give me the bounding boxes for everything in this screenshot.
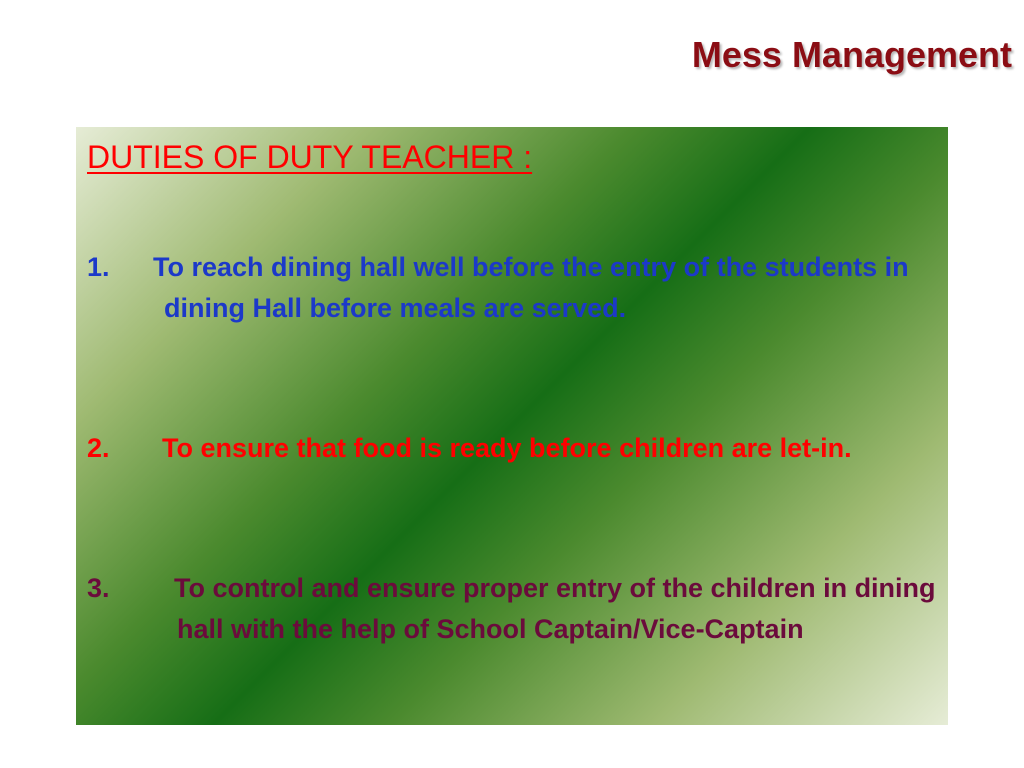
- duty-text-1: To reach dining hall well before the entry of the students in dining Hall before meals are served.: [153, 252, 909, 323]
- duty-item-2: [87, 428, 937, 469]
- duty-text-2: To ensure that food is ready before children are let-in.: [162, 433, 852, 463]
- content-box: [76, 127, 948, 725]
- duty-text-3: To control and ensure proper entry of the children in dining hall with the help of School Captain/Vice-Captain: [174, 573, 936, 644]
- duty-item-3: [87, 568, 937, 650]
- duty-item-1: [87, 247, 937, 329]
- duty-number-1: 1.: [87, 252, 110, 282]
- duty-number-3: 3.: [87, 573, 110, 603]
- duty-number-2: 2.: [87, 433, 110, 463]
- slide-title: Mess Management: [691, 34, 1012, 75]
- duties-heading: DUTIES OF DUTY TEACHER :: [87, 139, 533, 175]
